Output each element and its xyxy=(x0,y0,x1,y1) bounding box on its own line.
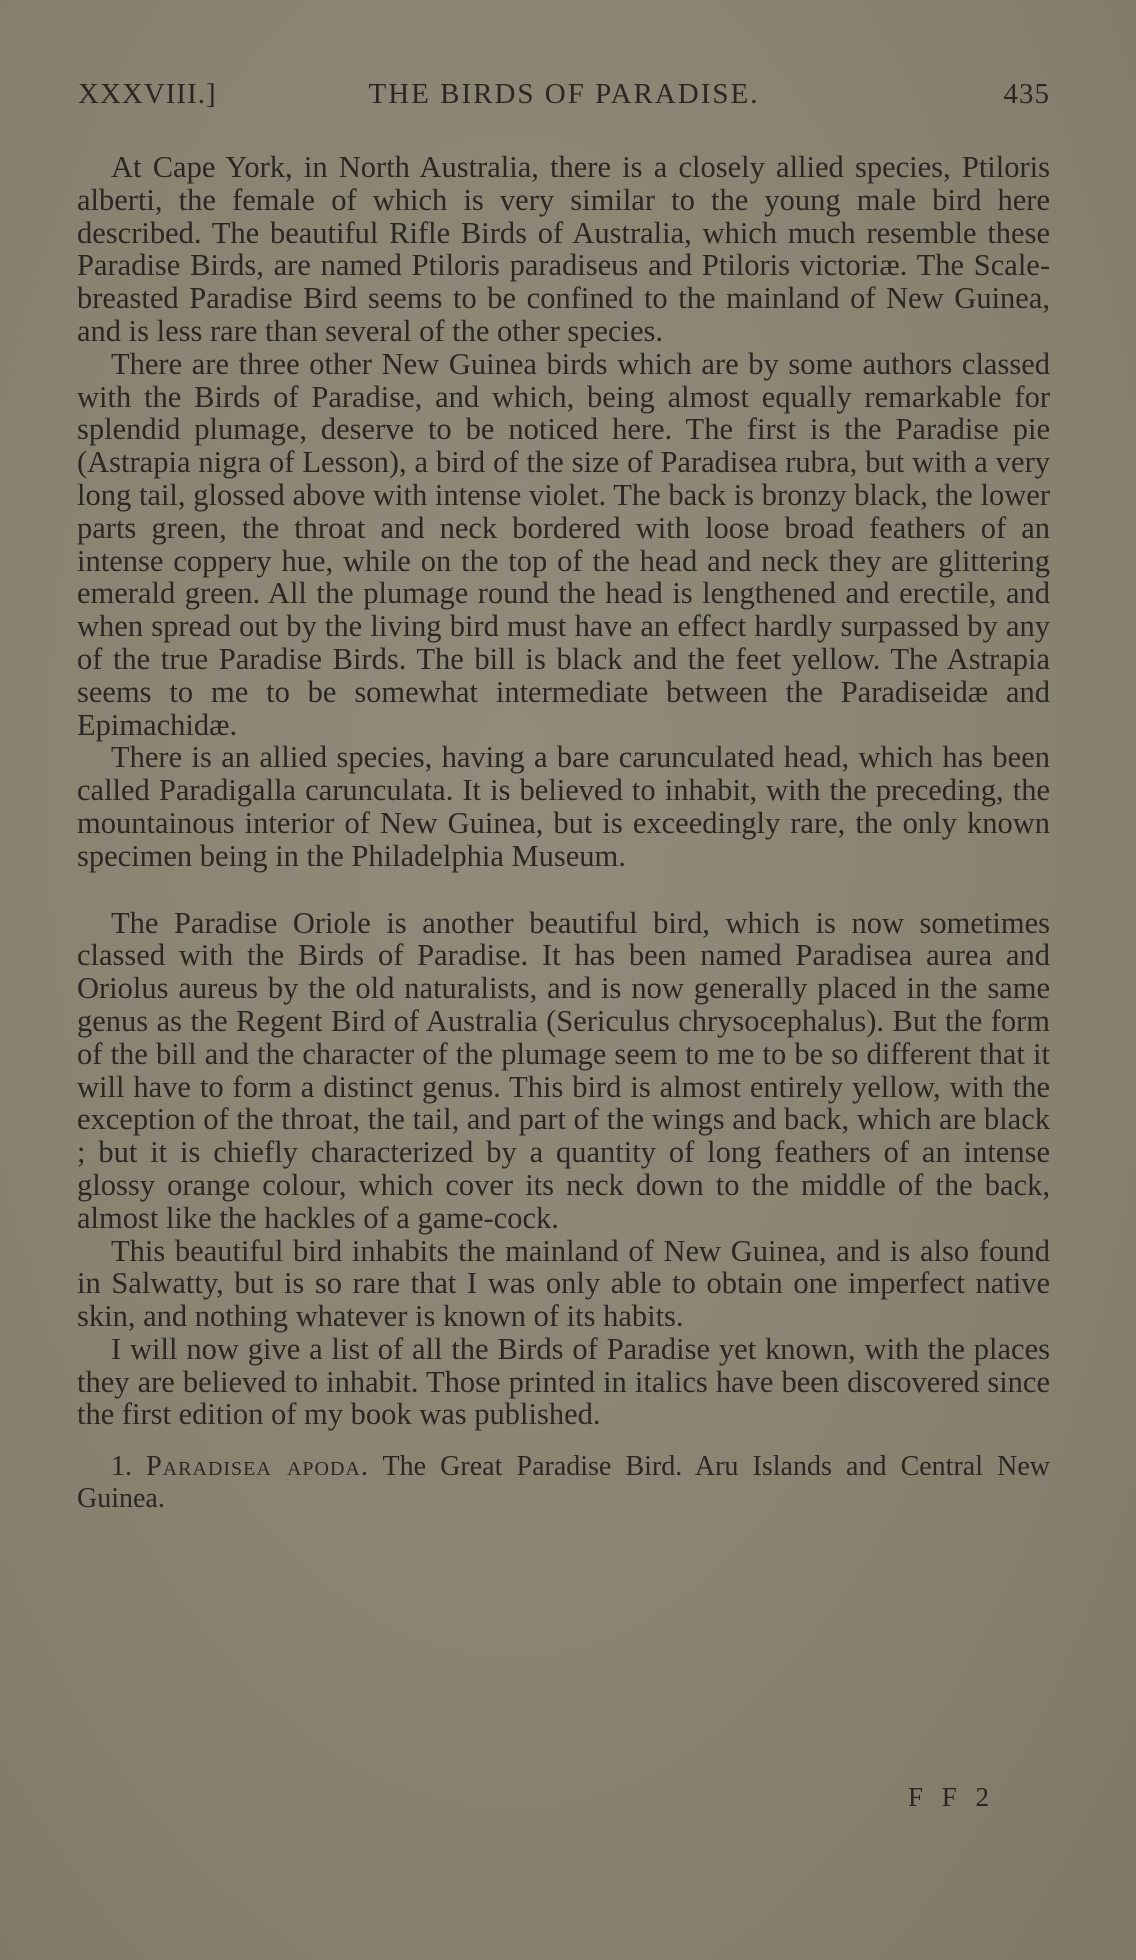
species-name: Paradisea apoda. xyxy=(146,1451,369,1483)
running-title: THE BIRDS OF PARADISE. xyxy=(368,78,760,110)
list-spacer xyxy=(77,1431,1050,1451)
page-number: 435 xyxy=(1003,78,1050,110)
paragraph-paradigalla: There is an allied species, having a bare carunculated head, which has been called Paradigalla carunculata. It is believed to inhabit, with the preceding, the mountainous interior of New Guinea, but is exceedingly rare, the only known specimen being in the Philadelphia Museum. xyxy=(77,740,1050,873)
page-header xyxy=(78,78,1050,118)
paragraph-paradise-oriole: The Paradise Oriole is another beautiful bird, which is now sometimes classed with the Birds of Paradise. It has been named Paradisea aurea and Oriolus aureus by the old naturalists, and is now generally placed in the same genus as the Regent Bird of Australia (Sericulus chrysocephalus). But the form of the bill and the character of the plumage seem to me to be so different that it will have to form a distinct genus. This bird is almost entirely yellow, with the exception of the throat, the tail, and part of the wings and back, which are black ; but it is chiefly characterized by a quantity of long feathers of an intense glossy orange colour, which cover its neck down to the middle of the back, almost like the hackles of a game-cock. xyxy=(77,905,1050,1235)
section-break xyxy=(77,873,1050,907)
paragraph-astrapia: There are three other New Guinea birds which are by some authors classed with the Birds of Paradise, and which, being almost equally remarkable for splendid plumage, deserve to be noticed here. The first is the Paradise pie (Astrapia nigra of Lesson), a bird of the size of Paradisea rubra, but with a very long tail, glossed above with intense violet. The back is bronzy black, the lower parts green, the throat and neck bordered with loose broad feathers of an intense coppery hue, while on the top of the head and neck they are glittering emerald green. All the plumage round the head is lengthened and erectile, and when spread out by the living bird must have an effect hardly surpassed by any of the true Paradise Birds. The bill is black and the feet yellow. The Astrapia seems to me to be somewhat intermediate between the Paradiseidæ and Epimachidæ. xyxy=(77,346,1050,742)
body-text xyxy=(77,151,1050,1515)
paragraph-cape-york: At Cape York, in North Australia, there is a closely allied species, Ptiloris alberti, the female of which is very similar to the young male bird here described. The beautiful Rifle Birds of Australia, which much resemble these Paradise Birds, are named Ptiloris paradiseus and Ptiloris victoriæ. The Scale-breasted Paradise Bird seems to be confined to the mainland of New Guinea, and is less rare than several of the other species. xyxy=(77,150,1050,348)
paragraph-oriole-habitat: This beautiful bird inhabits the mainland of New Guinea, and is also found in Salwatty, but is so rare that I was only able to obtain one imperfect native skin, and nothing whatever is known of its habits. xyxy=(77,1233,1050,1334)
chapter-number: XXXVIII.] xyxy=(78,78,217,110)
species-description: The Great Paradise Bird. Aru Islands and Central New Guinea. xyxy=(77,1451,1050,1515)
list-item-number: 1. xyxy=(111,1451,132,1483)
list-item xyxy=(77,1451,1050,1515)
paragraph-list-intro: I will now give a list of all the Birds of Paradise yet known, with the places they are believed to inhabit. Those printed in italics have been discovered since the first edition of my book was published. xyxy=(77,1331,1050,1432)
signature-mark: F F 2 xyxy=(908,1782,996,1812)
